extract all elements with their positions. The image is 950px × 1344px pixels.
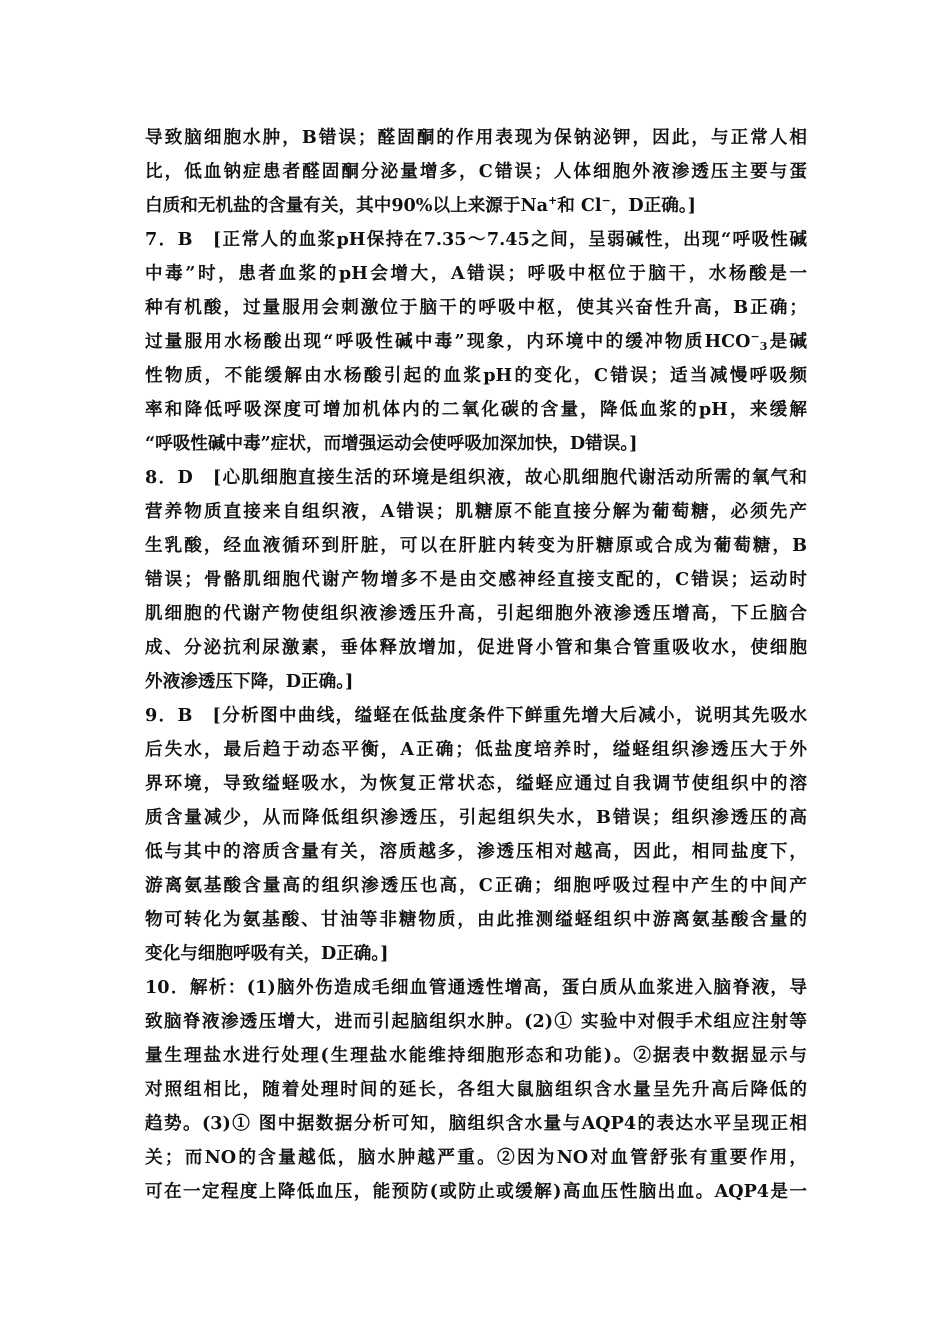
text-line: 成、分泌抗利尿激素，垂体释放增加，促进肾小管和集合管重吸收水，使细胞 xyxy=(145,637,807,658)
text-line: 中毒”时，患者血浆的pH会增大，A错误；呼吸中枢位于脑干，水杨酸是一 xyxy=(145,263,807,284)
text-segment: 过量服用水杨酸出现“呼吸性碱中毒”现象，内环境中的缓冲物质HCO xyxy=(145,331,751,352)
text-line: 游离氨基酸含量高的组织渗透压也高，C正确；细胞呼吸过程中产生的中间产 xyxy=(145,875,807,896)
text-line: 外液渗透压下降，D正确。] xyxy=(145,671,354,692)
text-line: “呼吸性碱中毒”症状，而增强运动会使呼吸加深加快，D错误。] xyxy=(145,433,638,454)
superscript-minus: − xyxy=(601,194,611,207)
text-line: 肌细胞的代谢产物使组织液渗透压升高，引起细胞外液渗透压增高，下丘脑合 xyxy=(145,603,807,624)
superscript-plus: + xyxy=(547,194,558,207)
text-line: 比，低血钠症患者醛固酮分泌量增多，C错误；人体细胞外液渗透压主要与蛋 xyxy=(145,161,807,182)
text-line: 低与其中的溶质含量有关，溶质越多，渗透压相对越高，因此，相同盐度下， xyxy=(145,841,807,862)
text-line xyxy=(145,325,807,359)
text-segment: 和 Cl xyxy=(557,195,602,216)
text-segment: 白质和无机盐的含量有关，其中90%以上来源于Na xyxy=(145,195,548,216)
document-page xyxy=(145,121,807,1209)
text-line: 营养物质直接来自组织液，A错误；肌糖原不能直接分解为葡萄糖，必须先产 xyxy=(145,501,807,522)
text-line: 界环境，导致缢蛏吸水，为恢复正常状态，缢蛏应通过自我调节使组织中的溶 xyxy=(145,773,807,794)
text-line: 质含量减少，从而降低组织渗透压，引起组织失水，B错误；组织渗透压的高 xyxy=(145,807,807,828)
text-line: 导致脑细胞水肿，B错误；醛固酮的作用表现为保钠泌钾，因此，与正常人相 xyxy=(145,127,807,148)
text-line: 量生理盐水进行处理(生理盐水能维持细胞形态和功能)。②据表中数据显示与 xyxy=(145,1045,807,1066)
text-line: 率和降低呼吸深度可增加机体内的二氧化碳的含量，降低血浆的pH，来缓解 xyxy=(145,399,807,420)
paragraph-10 xyxy=(145,971,807,1209)
text-line: 关；而NO的含量越低，脑水肿越严重。②因为NO对血管舒张有重要作用， xyxy=(145,1147,807,1168)
text-segment: ，D正确。] xyxy=(610,195,696,216)
paragraph-9 xyxy=(145,699,807,971)
text-line xyxy=(145,189,807,223)
paragraph-6-continued xyxy=(145,121,807,223)
text-line: 10．解析：(1)脑外伤造成毛细血管通透性增高，蛋白质从血浆进入脑脊液，导 xyxy=(145,977,807,998)
text-line: 错误；骨骼肌细胞代谢产物增多不是由交感神经直接支配的，C错误；运动时 xyxy=(145,569,807,590)
superscript-minus: − xyxy=(750,330,760,343)
text-line: 趋势。(3)① 图中据数据分析可知，脑组织含水量与AQP4的表达水平呈现正相 xyxy=(145,1113,807,1134)
text-line: 9．B [分析图中曲线，缢蛏在低盐度条件下鲜重先增大后减小，说明其先吸水 xyxy=(145,705,807,726)
text-line: 变化与细胞呼吸有关，D正确。] xyxy=(145,943,389,964)
text-line: 物可转化为氨基酸、甘油等非糖物质，由此推测缢蛏组织中游离氨基酸含量的 xyxy=(145,909,807,930)
text-line: 7．B [正常人的血浆pH保持在7.35～7.45之间，呈弱碱性，出现“呼吸性碱 xyxy=(145,229,807,250)
text-line: 性物质，不能缓解由水杨酸引起的血浆pH的变化，C错误；适当减慢呼吸频 xyxy=(145,365,807,386)
text-line: 可在一定程度上降低血压，能预防(或防止或缓解)高血压性脑出血。AQP4是一 xyxy=(145,1181,807,1202)
text-line: 8．D [心肌细胞直接生活的环境是组织液，故心肌细胞代谢活动所需的氧气和 xyxy=(145,467,807,488)
text-line: 对照组相比，随着处理时间的延长，各组大鼠脑组织含水量呈先升高后降低的 xyxy=(145,1079,807,1100)
paragraph-8 xyxy=(145,461,807,699)
paragraph-7 xyxy=(145,223,807,461)
text-line: 种有机酸，过量服用会刺激位于脑干的呼吸中枢，使其兴奋性升高，B正确； xyxy=(145,297,807,318)
subscript-3: 3 xyxy=(759,340,768,353)
text-line: 生乳酸，经血液循环到肝脏，可以在肝脏内转变为肝糖原或合成为葡萄糖，B xyxy=(145,535,807,556)
text-segment: 是碱 xyxy=(767,331,807,352)
text-line: 致脑脊液渗透压增大，进而引起脑组织水肿。(2)① 实验中对假手术组应注射等 xyxy=(145,1011,807,1032)
text-line: 后失水，最后趋于动态平衡，A正确；低盐度培养时，缢蛏组织渗透压大于外 xyxy=(145,739,807,760)
